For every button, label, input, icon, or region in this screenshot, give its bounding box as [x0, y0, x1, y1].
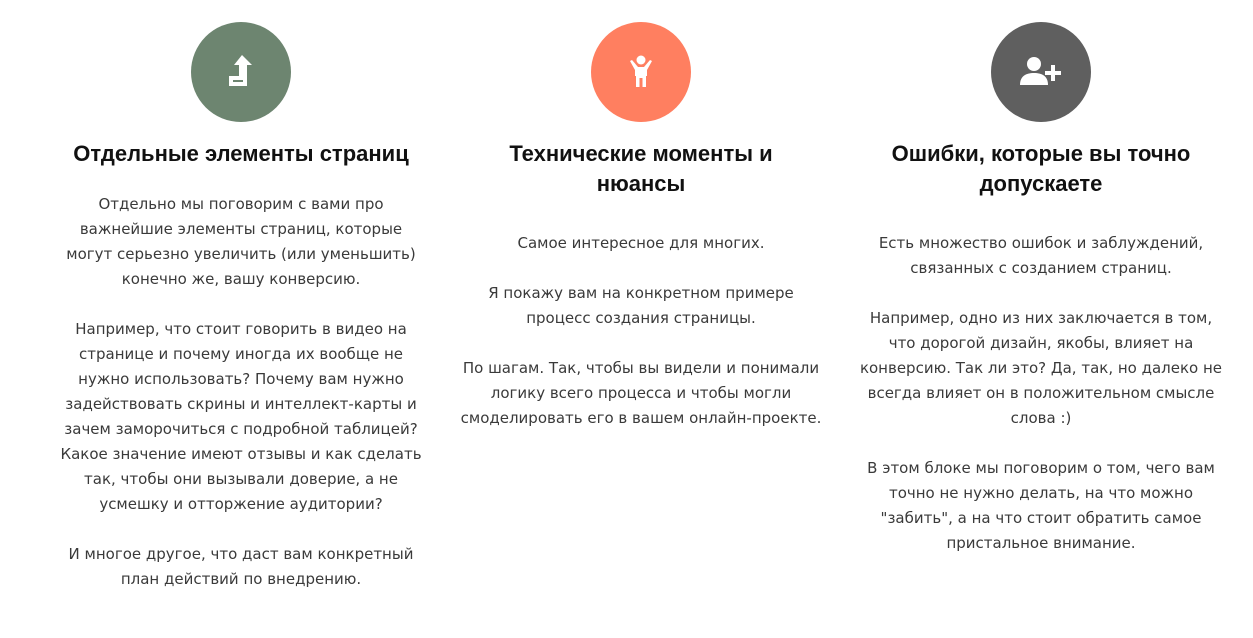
turn-up-arrow-icon — [221, 52, 261, 92]
feature-mistakes — [851, 22, 1231, 556]
feature-technical — [451, 22, 831, 431]
feature-title: Ошибки, которые вы точно допускаете — [891, 141, 1191, 196]
feature-paragraph: Самое интересное для многих. — [517, 234, 765, 252]
feature-icon-circle — [591, 22, 691, 122]
add-user-icon — [1017, 52, 1065, 92]
feature-paragraph: Например, одно из них заключается в том, что дорогой дизайн, якобы, влияет на конверсию. Так ли это? Да, так, но далеко не всегда влияет он в положительном смысле слова :) — [859, 309, 1223, 427]
feature-paragraph: В этом блоке мы поговорим о том, чего вам точно не нужно делать, на что можно "забить", а на что стоит обратить самое пристальное внимание. — [867, 459, 1215, 552]
feature-body — [851, 231, 1231, 556]
feature-page-elements — [51, 22, 431, 592]
feature-paragraph: Отдельно мы поговорим с вами про важнейшие элементы страниц, которые могут серьезно увеличить (или уменьшить) конечно же, вашу конверсию. — [66, 195, 416, 288]
feature-paragraph: Есть множество ошибок и заблуждений, связанных с созданием страниц. — [878, 234, 1204, 277]
feature-paragraph: По шагам. Так, чтобы вы видели и понимали логику всего процесса и чтобы могли смоделировать его в вашем онлайн-проекте. — [460, 359, 822, 427]
child-person-icon — [621, 52, 661, 92]
feature-paragraph: Я покажу вам на конкретном примере процесс создания страницы. — [488, 284, 794, 327]
feature-icon-circle — [191, 22, 291, 122]
feature-title: Технические моменты и нюансы — [509, 141, 773, 196]
feature-icon-circle — [991, 22, 1091, 122]
feature-body — [451, 231, 831, 431]
feature-paragraph: И многое другое, что даст вам конкретный план действий по внедрению. — [68, 545, 414, 588]
feature-paragraph: Например, что стоит говорить в видео на странице и почему иногда их вообще не нужно использовать? Почему вам нужно задействовать скрины и интеллект-карты и зачем заморочиться с подробной таблицей? Какое значение имеют отзывы и как сделать так, чтобы они вызывали доверие, а не усмешку и отторжение аудитории? — [60, 320, 422, 513]
feature-body — [51, 192, 431, 592]
feature-title: Отдельные элементы страниц — [73, 141, 409, 166]
